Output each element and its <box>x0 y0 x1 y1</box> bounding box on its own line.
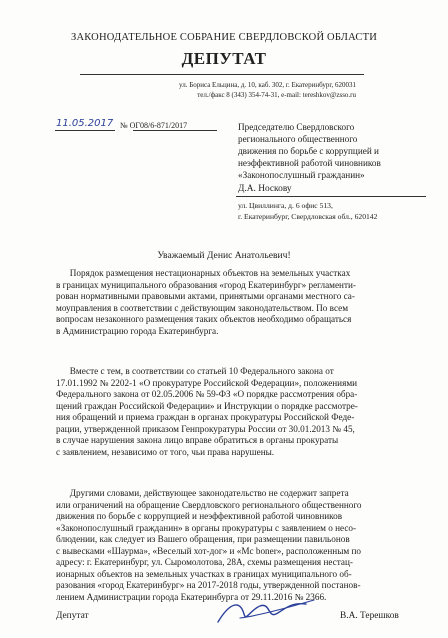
text-line: Вместе с тем, в соответствии со статьей 10 Федерального закона от <box>56 366 334 376</box>
addressee-line: движения по борьбе с коррупцией и <box>238 146 379 156</box>
sender-contacts: тел./факс 8 (343) 354-74-31, e-mail: tereshkov@zsso.ru <box>197 91 356 99</box>
paragraph-3 <box>56 488 426 603</box>
text-line: в случае нарушения закона лицо вправе обратиться в органы прокураты <box>56 435 339 445</box>
text-line: движения по борьбе с коррупцией и неэффективной работой чиновников <box>56 511 343 521</box>
text-line: ионарных объектов на земельных участках в границах муниципального об- <box>56 568 352 579</box>
recipient-address-line: г. Екатеринбург, Свердловская обл., 620142 <box>238 212 378 221</box>
addressee-line: «Законопослушный гражданин» <box>238 170 365 180</box>
addressee-block <box>238 121 438 181</box>
letterhead-divider <box>80 74 364 75</box>
text-line: в Администрацию города Екатеринбурга. <box>56 325 219 336</box>
text-line: лением Администрации города Екатеринбурга от 29.11.2016 № 2366. <box>56 591 327 602</box>
text-line: Федерального закона от 02.05.2006 № 59-ФЗ «О порядке рассмотрения обра- <box>56 389 358 399</box>
signature-role: Депутат <box>56 611 89 621</box>
text-line: Другими словами, действующее законодательство не содержит запрета <box>56 488 349 498</box>
signature-name: В.А. Терешков <box>340 611 399 621</box>
recipient-name: Д.А. Носкову <box>238 184 292 194</box>
text-line: Порядок размещения нестационарных объектов на земельных участках <box>56 268 351 278</box>
addressee-line: неэффективной работой чиновников <box>238 158 381 168</box>
text-line: разования «город Екатеринбург» на 2017-2018 годы, утвержденной постанов- <box>56 580 361 590</box>
text-line: вопросам незаконного размещения таких объектов необходимо обращаться <box>56 314 352 324</box>
addressee-line: Председателю Свердловского <box>238 122 355 132</box>
text-line: рации, утвержденной приказом Генпрокуратуры России от 30.01.2013 № 45, <box>56 423 355 434</box>
paragraph-1 <box>56 268 426 337</box>
text-line: щений граждан Российской Федерации» и Инструкции о порядке рассмотре- <box>56 400 358 411</box>
registration-number-label: № <box>120 121 128 130</box>
recipient-address-line: ул. Цвиллинга, д. 6 офис 513, <box>238 201 333 210</box>
text-line: 17.01.1992 № 2202-1 «О прокуратуре Российской Федерации», положениями <box>56 377 358 388</box>
text-line: блюдении, как следует из Вашего обращения, при размещении павильонов <box>56 534 350 544</box>
text-line: в границах муниципального образования «город Екатеринбург» регламенти- <box>56 279 356 290</box>
text-line: «Законопослушный гражданин» в органы прокуратуры с заявлением о несо- <box>56 522 357 533</box>
sender-address: ул. Бориса Ельцина, д. 10, каб. 302, г. Екатеринбург, 620031 <box>179 81 356 89</box>
document-type-title: ДЕПУТАТ <box>181 49 267 68</box>
registration-underline <box>133 130 217 131</box>
paragraph-2 <box>56 366 426 458</box>
recipient-underline <box>236 196 426 197</box>
handwritten-date: 11.05.2017 <box>56 118 114 129</box>
date-underline <box>55 130 115 131</box>
text-line: адресу: г. Екатеринбург, ул. Сыромолотова, 28А, схемы размещения нестац- <box>56 557 353 567</box>
registration-number-value: ОГ08/6-871/2017 <box>129 121 188 130</box>
registration-number <box>120 121 187 130</box>
text-line: или ограничений на обращение Свердловского регионального общественного <box>56 499 362 510</box>
text-line: с заявлением, независимо от того, чьи права нарушены. <box>56 446 275 457</box>
organization-title: ЗАКОНОДАТЕЛЬНОЕ СОБРАНИЕ СВЕРДЛОВСКОЙ ОБЛАСТИ <box>71 32 377 43</box>
handwritten-signature <box>210 592 320 632</box>
text-line: рован нормативными правовыми актами, принятыми органами местного са- <box>56 291 355 301</box>
salutation: Уважаемый Денис Анатольевич! <box>157 250 291 261</box>
text-line: ния обращений и приема граждан в органах прокуратуры Российской Феде- <box>56 412 355 422</box>
text-line: моуправления в соответствии с действующим законодательством. По всем <box>56 302 349 313</box>
text-line: с вывесками «Шаурма», «Веселый хот-дог» и «Mc boner», расположенным по <box>56 545 361 556</box>
addressee-line: регионального общественного <box>238 134 358 144</box>
